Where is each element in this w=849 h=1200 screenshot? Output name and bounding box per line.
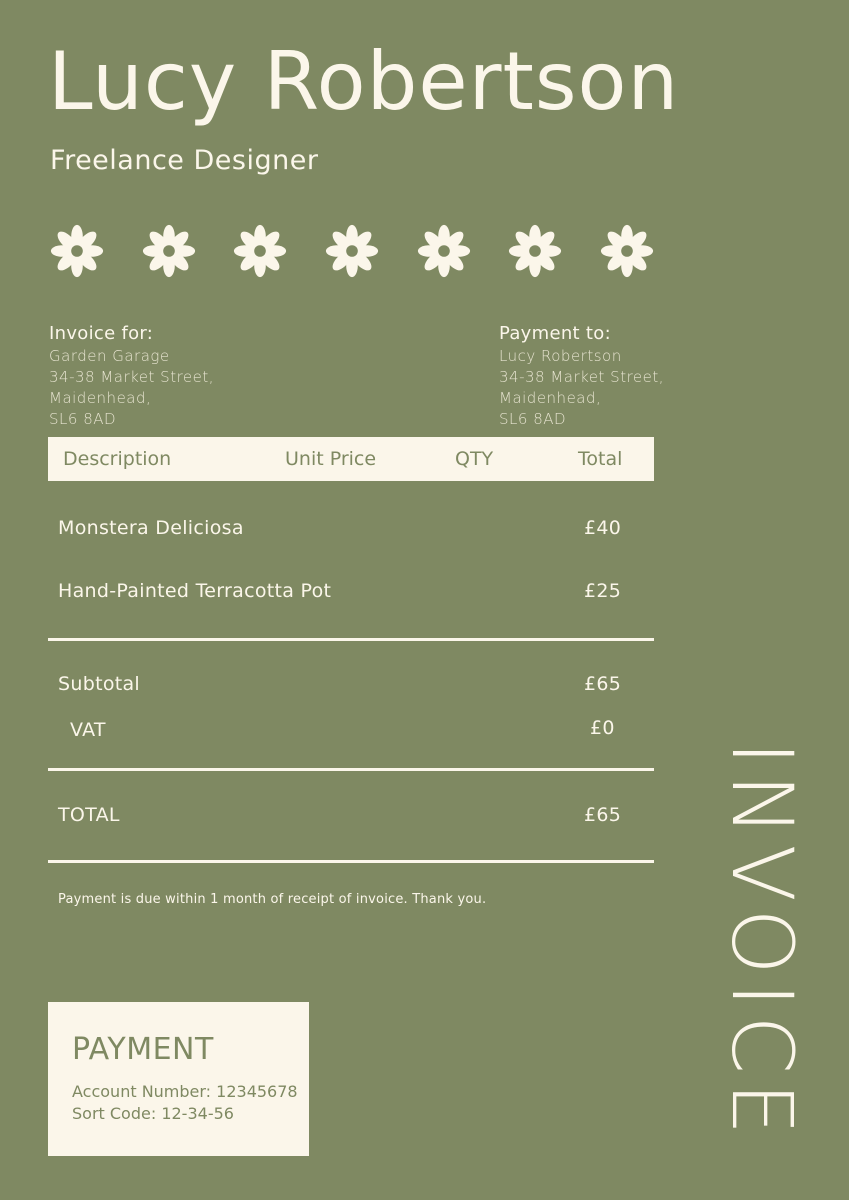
payment-terms-note: Payment is due within 1 month of receipt of invoice. Thank you. (58, 892, 487, 907)
item-total: £40 (584, 517, 622, 539)
daisy-icon (48, 222, 106, 280)
vat-label: VAT (70, 719, 106, 741)
column-description: Description (63, 448, 172, 470)
total-label: TOTAL (58, 804, 120, 826)
column-unit-price: Unit Price (285, 448, 377, 470)
column-total: Total (578, 448, 623, 470)
invoice-for-heading: Invoice for: (49, 323, 154, 344)
payment-details-box (48, 1002, 309, 1156)
client-postcode: SL6 8AD (49, 410, 117, 428)
payee-street: 34-38 Market Street, (499, 368, 665, 386)
daisy-icon (506, 222, 564, 280)
item-description: Monstera Deliciosa (58, 517, 244, 539)
subtotal-value: £65 (584, 673, 622, 695)
invoice-vertical-label: INVOICE (713, 740, 811, 1144)
client-street: 34-38 Market Street, (49, 368, 215, 386)
flower-row (48, 222, 656, 280)
payee-town: Maidenhead, (499, 389, 602, 407)
subtotal-label: Subtotal (58, 673, 141, 695)
item-description: Hand-Painted Terracotta Pot (58, 580, 332, 602)
payee-postcode: SL6 8AD (499, 410, 567, 428)
client-name: Garden Garage (49, 347, 170, 365)
freelancer-name: Lucy Robertson (48, 35, 680, 128)
divider (48, 860, 654, 863)
freelancer-role: Freelance Designer (50, 145, 319, 176)
vat-value: £0 (590, 717, 615, 739)
sort-code: Sort Code: 12-34-56 (72, 1104, 234, 1123)
column-qty: QTY (455, 448, 494, 470)
daisy-icon (323, 222, 381, 280)
daisy-icon (598, 222, 656, 280)
divider (48, 768, 654, 771)
daisy-icon (140, 222, 198, 280)
payment-to-heading: Payment to: (499, 323, 611, 344)
payment-to-block (499, 322, 664, 430)
client-town: Maidenhead, (49, 389, 152, 407)
divider (48, 638, 654, 641)
payee-name: Lucy Robertson (499, 347, 622, 365)
items-table-header (48, 437, 654, 481)
daisy-icon (415, 222, 473, 280)
item-total: £25 (584, 580, 622, 602)
daisy-icon (231, 222, 289, 280)
payment-title: PAYMENT (72, 1032, 214, 1067)
invoice-for-block (49, 322, 214, 430)
account-number: Account Number: 12345678 (72, 1082, 298, 1101)
total-value: £65 (584, 804, 622, 826)
